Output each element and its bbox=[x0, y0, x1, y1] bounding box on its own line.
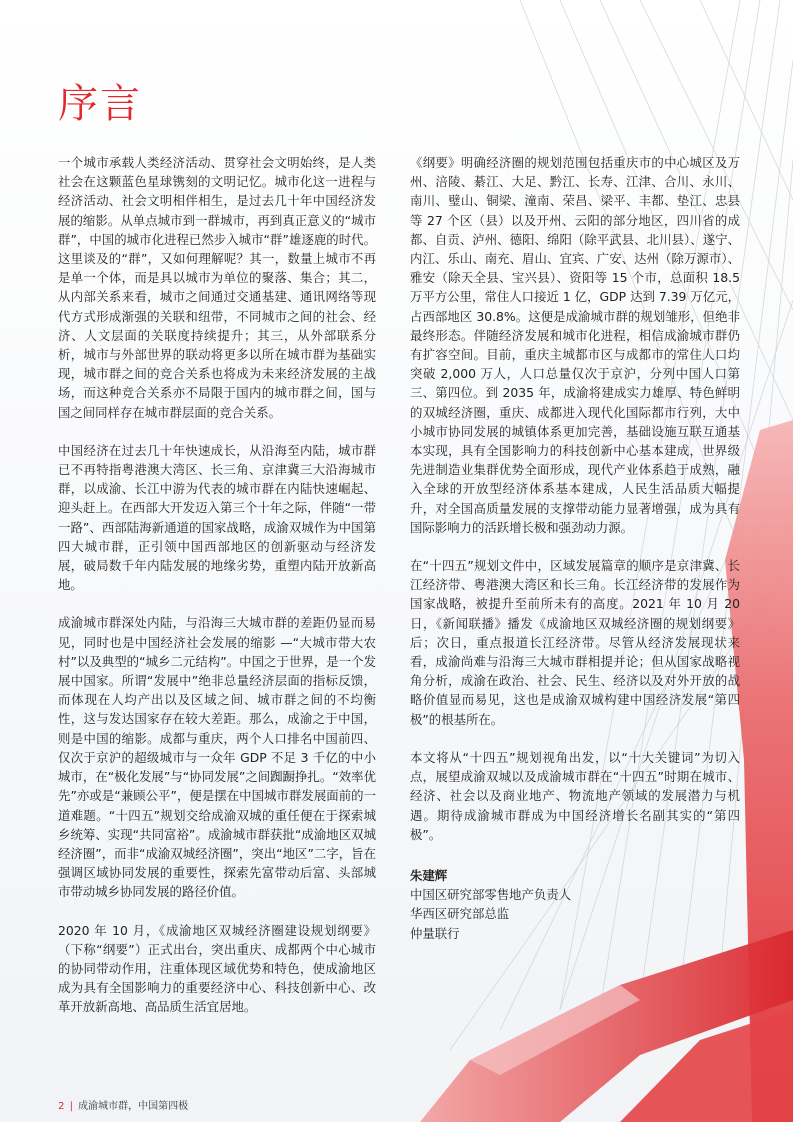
page-number: 2 bbox=[58, 1101, 65, 1112]
author-name: 朱建辉 bbox=[410, 867, 448, 883]
paragraph-planning-scope: 《纲要》明确经济圈的规划范围包括重庆市的中心城区及万州、涪陵、綦江、大足、黔江、长寿、江津、合川、永川、南川、璧山、铜梁、潼南、荣昌、梁平、丰都、垫江、忠县等 27 个区（县）以及开州、云阳的部分地区，四川省的成都、自贡、泸州、德阳、绵阳（除平武县、北川县）、遂宁、内江、乐山、南充、眉山、宜宾、广安、达州（除万源市）、雅安（除天全县、宝兴县）、资阳等 15 个市，总面积 18.5 万平方公里，常住人口接近 1 亿，GDP 达到 7.39 万亿元，占西部地区 30.8%。这便是成渝城市群的规划雏形，但绝非最终形态。伴随经济发展和城市化进程，相信成渝城市群仍有扩容空间。目前，重庆主城都市区与成都市的常住人口均突破 2,000 万人，人口总量仅次于京沪，分列中国人口第三、第四位。到 2035 年，成渝将建成实力雄厚、特色鲜明的双城经济圈，重庆、成都进入现代化国际都市行列，大中小城市协同发展的城镇体系更加完善，基础设施互联互通基本实现，具有全国影响力的科技创新中心基本建成，世界级先进制造业集群优势全面形成，现代产业体系趋于成熟，融入全球的开放型经济体系基本建成，人民生活品质大幅提升，对全国高质量发展的支撑带动能力显著增强，成为具有国际影响力的活跃增长极和强劲动力源。 bbox=[410, 155, 740, 535]
paragraph-outline-release: 2020 年 10 月，《成渝地区双城经济圈建设规划纲要》（下称“纲要”）正式出台，突出重庆、成都两个中心城市的协同带动作用，注重体现区域优势和特色，使成渝地区成为具有全国影响力的重要经济中心、科技创新中心、改革开放新高地、高品质生活宜居地。 bbox=[58, 922, 376, 1015]
page-footer bbox=[58, 1097, 188, 1112]
paragraph-intro: 一个城市承载人类经济活动、贯穿社会文明始终，是人类社会在这颗蓝色星球镌刻的文明记忆。城市化这一进程与经济活动、社会文明相伴相生，是过去几十年中国经济发展的缩影。从单点城市到一群城市，再到真正意义的“城市群”，中国的城市化进程已然步入城市“群”雄逐鹿的时代。这里谈及的“群”，又如何理解呢？其一，数量上城市不再是单一个体，而是具以城市为单位的聚落、集合；其二，从内部关系来看，城市之间通过交通基建、通讯网络等现代方式形成渐强的关联和纽带，不同城市之间的社会、经济、人文层面的关联度持续提升；其三，从外部联系分析，城市与外部世界的联动将更多以所在城市群为基础实现，城市群之间的竞合关系也将成为未来经济发展的主战场，而这种竞合关系亦不局限于国内的城市群之间，国与国之间同样存在城市群层面的竞合关系。 bbox=[58, 155, 376, 420]
page-title: 序言 bbox=[58, 81, 142, 127]
author-block bbox=[410, 866, 740, 943]
paragraph-chengyu-gap: 成渝城市群深处内陆，与沿海三大城市群的差距仍显而易见，同时也是中国经济社会发展的缩影 —“大城市带大农村”以及典型的“城乡二元结构”。中国之于世界，是一个发展中国家。所谓“发展中”绝非总量经济层面的指标反馈，而体现在人均产出以及区域之间、城市群之间的不均衡性，这与发达国家存在较大差距。那么，成渝之于中国，则是中国的缩影。成都与重庆，两个人口排名中国前四、仅次于京沪的超级城市与一众年 GDP 不足 3 千亿的中小城市，在“极化发展”与“协同发展”之间踟蹰挣扎。“效率优先”亦或是“兼顾公平”，便是摆在中国城市群发展面前的一道难题。“十四五”规划交给成渝双城的重任便在于探索城乡统筹、实现“共同富裕”。成渝城市群获批“成渝地区双城经济圈”，而非“成渝双城经济圈”，突出“地区”二字，旨在强调区域协同发展的重要性，探索先富带动后富、头部城市带动城乡协同发展的路径价值。 bbox=[58, 615, 376, 900]
author-role-west-china: 华西区研究部总监 bbox=[410, 906, 510, 922]
author-role-retail: 中国区研究部零售地产负责人 bbox=[410, 887, 572, 903]
author-company: 仲量联行 bbox=[410, 925, 460, 941]
paragraph-economic-growth: 中国经济在过去几十年快速成长，从沿海至内陆，城市群已不再特指粤港澳大湾区、长三角、京津冀三大沿海城市群，以成渝、长江中游为代表的城市群在内陆快速崛起、迎头赶上。在西部大开发迈入第三个十年之际，伴随“一带一路”、西部陆海新通道的国家战略，成渝双城作为中国第四大城市群，正引领中国西部地区的创新驱动与经济发展，破局数千年内陆发展的地缘劣势，重塑内陆开放新高地。 bbox=[58, 442, 376, 593]
paragraph-five-year-plan: 在“十四五”规划文件中，区域发展篇章的顺序是京津冀、长江经济带、粤港澳大湾区和长三角。长江经济带的发展作为国家战略，被提升至前所未有的高度。2021 年 10 月 20 日，《新闻联播》播发《成渝地区双城经济圈的规划纲要》后；次日，重点报道长江经济带。尽管从经济发展现状来看，成渝尚难与沿海三大城市群相提并论；但从国家战略视角分析，成渝在政治、社会、民生、经济以及对外开放的战略价值显而易见，这也是成渝双城构建中国经济发展“第四极”的根基所在。 bbox=[410, 558, 740, 727]
footer-separator: | bbox=[69, 1101, 73, 1112]
paragraph-keywords: 本文将从“十四五”规划视角出发，以“十大关键词”为切入点，展望成渝双城以及成渝城市群在“十四五”时期在城市、经济、社会以及商业地产、物流地产领域的发展潜力与机遇。期待成渝城市群成为中国经济增长名副其实的“第四极”。 bbox=[410, 749, 740, 842]
left-column bbox=[58, 153, 376, 1036]
footer-doc-title: 成渝城市群，中国第四极 bbox=[78, 1101, 189, 1112]
right-column bbox=[410, 153, 740, 943]
